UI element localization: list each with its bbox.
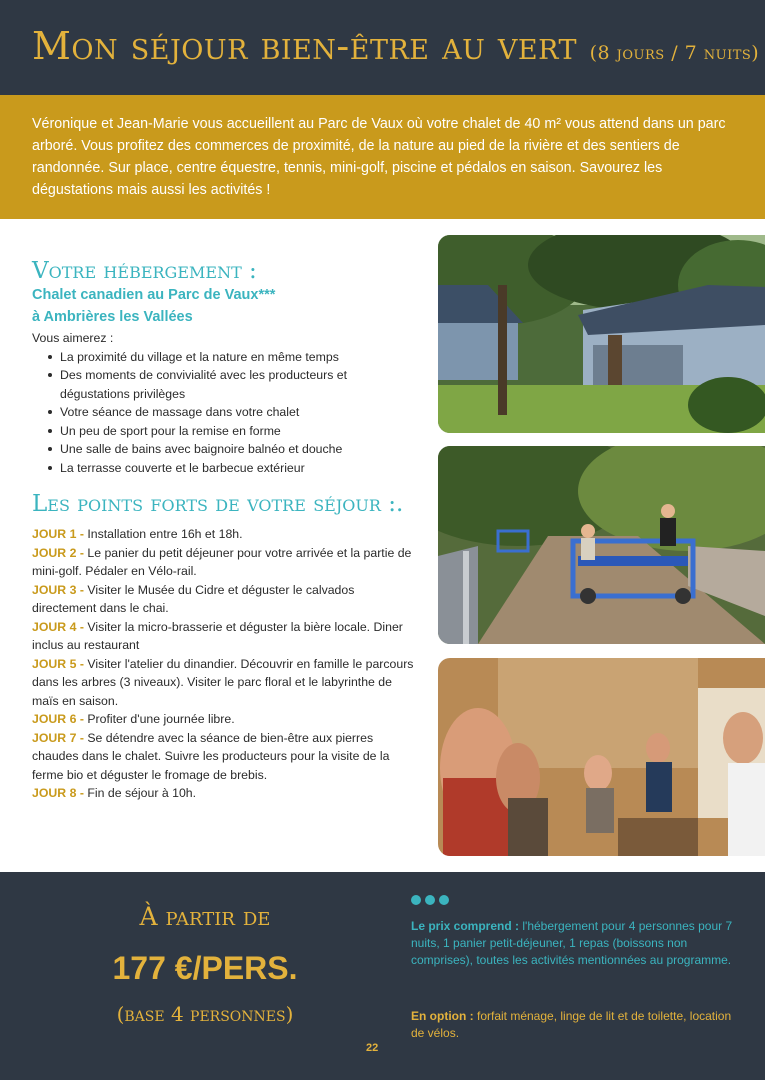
hebergement-intro: Vous aimerez : bbox=[32, 331, 114, 345]
day-item bbox=[32, 729, 417, 785]
day-text: Installation entre 16h et 18h. bbox=[83, 527, 243, 541]
day-item bbox=[32, 581, 417, 618]
day-text: Visiter le Musée du Cidre et déguster le calvados directement dans le chai. bbox=[32, 582, 355, 615]
day-text: Fin de séjour à 10h. bbox=[83, 786, 197, 800]
list-item: Une salle de bains avec baignoire balnéo et douche bbox=[48, 440, 417, 459]
option-label: En option : bbox=[411, 1009, 474, 1023]
page-number: 22 bbox=[366, 1042, 379, 1054]
price-base: (base 4 personnes) bbox=[116, 1002, 294, 1026]
includes-text: l'hébergement pour 4 personnes pour 7 nuits, 1 panier petit-déjeuner, 1 repas (boissons non comprises), toutes les activités mentionnées au programme. bbox=[411, 919, 733, 967]
price-includes bbox=[411, 918, 736, 969]
chalets-illustration bbox=[438, 235, 765, 433]
day-item bbox=[32, 710, 417, 729]
program-list bbox=[32, 525, 417, 803]
hebergement-location: à Ambrières les Vallées bbox=[32, 309, 193, 325]
photo-chalets bbox=[438, 235, 765, 433]
day-text: Le panier du petit déjeuner pour votre arrivée et la partie de mini-golf. Pédaler en Vélo-rail. bbox=[32, 545, 412, 578]
day-text: Se détendre avec la séance de bien-être aux pierres chaudes dans le chalet. Suivre les producteurs pour la visite de la ferme bio et déguster le fromage de brebis. bbox=[32, 730, 390, 782]
day-label: JOUR 8 - bbox=[32, 786, 84, 800]
includes-label: Le prix comprend : bbox=[411, 919, 520, 933]
page-title bbox=[32, 24, 759, 68]
photo-degustation bbox=[438, 658, 765, 856]
day-label: JOUR 2 - bbox=[32, 545, 84, 560]
list-item: Votre séance de massage dans votre chalet bbox=[48, 403, 417, 422]
left-column bbox=[32, 258, 417, 803]
day-item bbox=[32, 655, 417, 711]
list-item: Un peu de sport pour la remise en forme bbox=[48, 422, 417, 441]
intro-banner bbox=[0, 95, 765, 219]
option-text: forfait ménage, linge de lit et de toilette, location de vélos. bbox=[411, 1009, 732, 1040]
day-label: JOUR 6 - bbox=[32, 712, 84, 726]
page-header bbox=[0, 0, 765, 95]
title-duration: (8 jours / 7 nuits) bbox=[589, 42, 760, 64]
price-option bbox=[411, 1008, 736, 1042]
day-label: JOUR 3 - bbox=[32, 582, 84, 597]
hebergement-title: Votre hébergement : bbox=[32, 258, 257, 284]
day-item bbox=[32, 544, 417, 581]
day-label: JOUR 1 - bbox=[32, 527, 84, 541]
day-label: JOUR 5 - bbox=[32, 656, 84, 671]
day-item bbox=[32, 618, 417, 655]
hebergement-name: Chalet canadien au Parc de Vaux*** bbox=[32, 287, 276, 303]
degustation-illustration bbox=[438, 658, 765, 856]
hebergement-list bbox=[48, 348, 417, 478]
dots-icon bbox=[411, 892, 453, 910]
day-label: JOUR 4 - bbox=[32, 619, 84, 634]
day-item bbox=[32, 784, 417, 803]
day-text: Visiter l'atelier du dinandier. Découvrir en famille le parcours dans les arbres (3 niveaux). Visiter le parc floral et le labyrinthe de maïs en saison. bbox=[32, 656, 414, 708]
title-text: Mon séjour bien-être au vert bbox=[32, 24, 577, 68]
points-forts-title: Les points forts de votre séjour :. bbox=[32, 491, 404, 517]
page-footer bbox=[0, 872, 765, 1080]
price-from-label: À partir de bbox=[139, 902, 271, 931]
list-item: La proximité du village et la nature en même temps bbox=[48, 348, 417, 367]
list-item: Des moments de convivialité avec les producteurs et dégustations privilèges bbox=[48, 366, 417, 403]
day-label: JOUR 7 - bbox=[32, 730, 84, 745]
photo-velo-rail bbox=[438, 446, 765, 644]
price-value: 177 €/PERS. bbox=[112, 950, 298, 986]
day-text: Visiter la micro-brasserie et déguster la bière locale. Diner inclus au restaurant bbox=[32, 619, 403, 652]
day-text: Profiter d'une journée libre. bbox=[83, 712, 235, 726]
velo-rail-illustration bbox=[438, 446, 765, 644]
intro-text: Véronique et Jean-Marie vous accueillent au Parc de Vaux où votre chalet de 40 m² vous attend dans un parc arboré. Vous profitez des commerces de proximité, de la nature au pied de la rivière et des sentiers de randonnée. Sur place, centre équestre, tennis, mini-golf, piscine et pédalos en saison. Savourez les dégustations mais aussi les activités ! bbox=[32, 116, 726, 198]
list-item: La terrasse couverte et le barbecue extérieur bbox=[48, 459, 417, 478]
day-item bbox=[32, 525, 417, 544]
